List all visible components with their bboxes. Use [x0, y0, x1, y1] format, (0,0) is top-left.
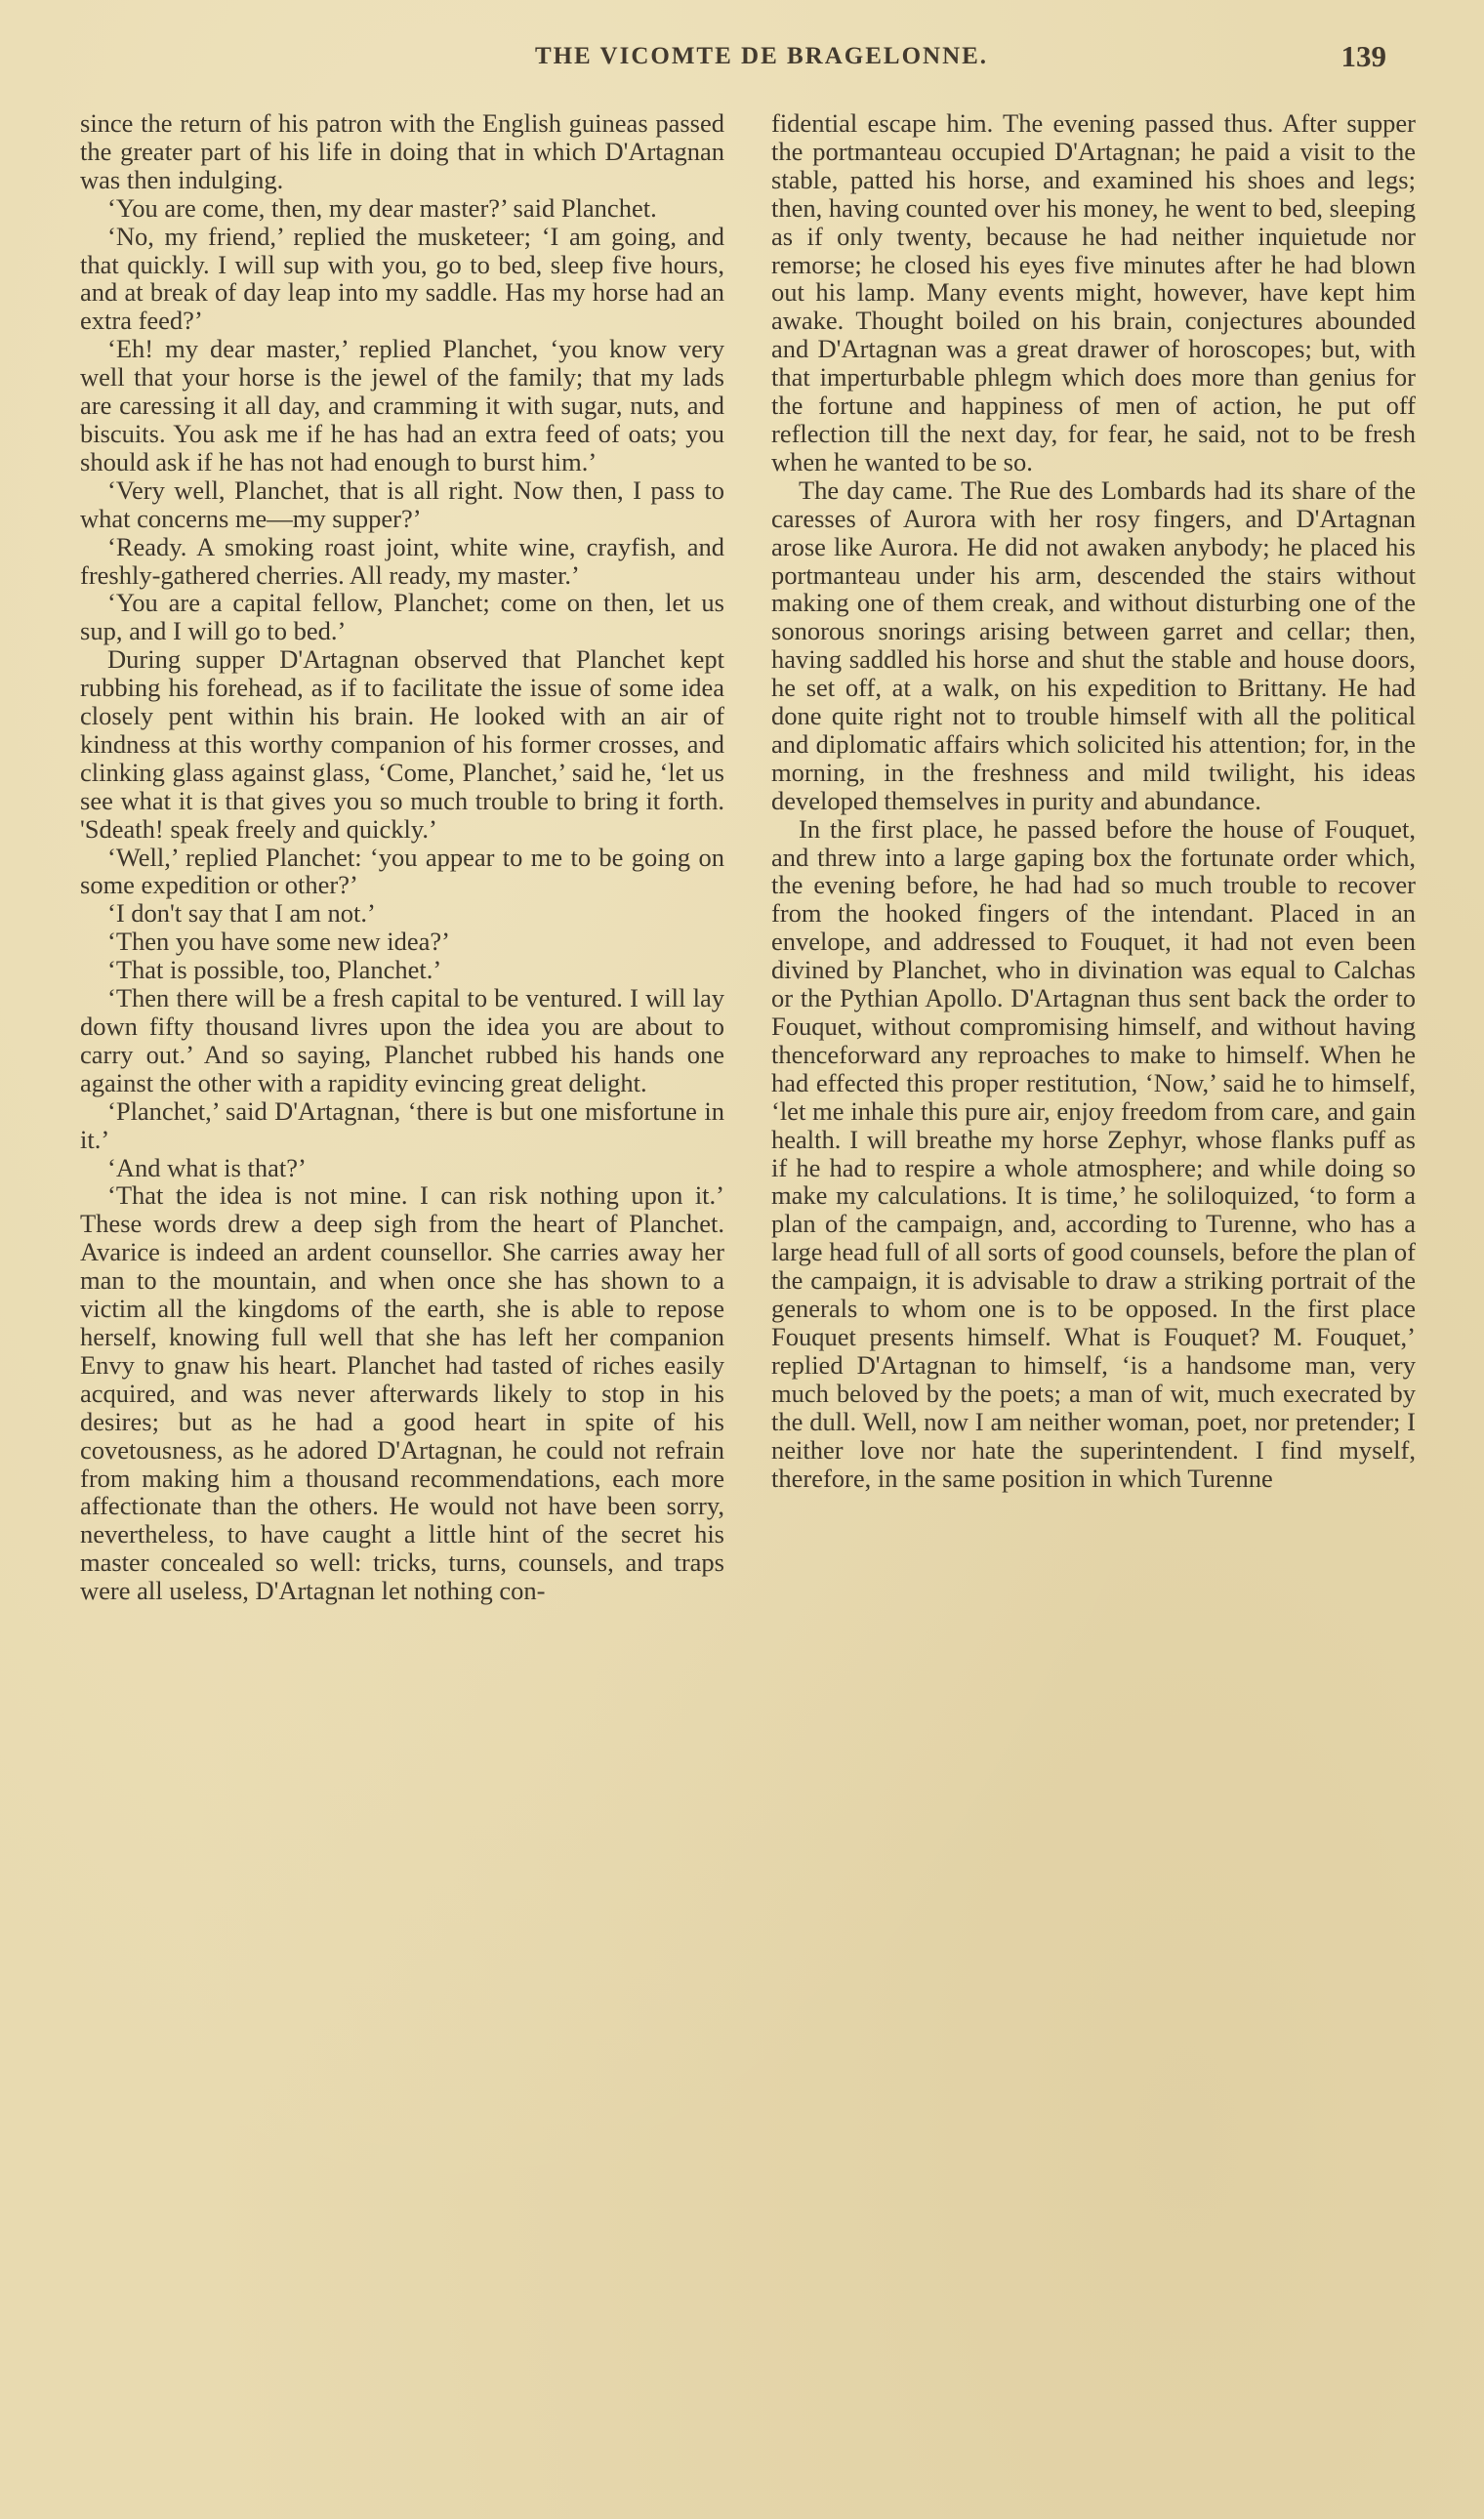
paragraph: ‘I don't say that I am not.’: [107, 898, 376, 929]
paragraph: ‘That is possible, too, Planchet.’: [107, 955, 442, 985]
paragraph: ‘Then there will be a fresh capital to be ventured. I will lay down fifty thousand livres upon the idea you are about to carry out.’ And so saying, Planchet rubbed his hands one against the other with a rapidity evincing great delight.: [80, 983, 724, 1097]
paragraph: ‘Eh! my dear master,’ replied Planchet, ‘you know very well that your horse is the jewel of the family; that my lads are caressing it all day, and cramming it with sugar, nuts, and biscuits. You ask me if he has had an extra feed of oats; you should ask if he has not had enough to burst him.’: [80, 334, 724, 476]
paragraph: ‘Well,’ replied Planchet: ‘you appear to me to be going on some expedition or other?’: [80, 842, 724, 900]
paragraph: ‘That the idea is not mine. I can risk nothing upon it.’ These words drew a deep sigh from the heart of Planchet. Avarice is indeed an ardent counsellor. She carries away her man to the mountain, and when once she has shown to a victim all the kingdoms of the earth, she is able to repose herself, knowing full well that she has left her companion Envy to gnaw his heart. Planchet had tasted of riches easily acquired, and was never afterwards likely to stop in his desires; but as he had a good heart in spite of his covetousness, as he adored D'Artagnan, he could not refrain from making him a thousand recommendations, each more affectionate than the others. He would not have been sorry, nevertheless, to have caught a little hint of the secret his master concealed so well: tricks, turns, counsels, and traps were all useless, D'Artagnan let nothing con-: [80, 1180, 724, 1606]
paragraph: ‘Planchet,’ said D'Artagnan, ‘there is but one misfortune in it.’: [80, 1095, 724, 1154]
paragraph: ‘And what is that?’: [107, 1152, 307, 1182]
paragraph: ‘No, my friend,’ replied the musketeer; ‘I am going, and that quickly. I will sup with you, go to bed, sleep five hours, and at break of day leap into my saddle. Has my horse had an extra feed?’: [80, 221, 724, 336]
paragraph: ‘You are a capital fellow, Planchet; come on then, let us sup, and I will go to bed.’: [80, 588, 724, 646]
paragraph: ‘You are come, then, my dear master?’ said Planchet.: [107, 192, 657, 223]
paragraph: ‘Then you have some new idea?’: [107, 927, 450, 957]
paragraph: During supper D'Artagnan observed that Planchet kept rubbing his forehead, as if to facilitate the issue of some idea closely pent within his brain. He looked with an air of kindness at this worthy companion of his former crosses, and clinking glass against glass, ‘Come, Planchet,’ said he, ‘let us see what it is that gives you so much trouble to bring it forth. 'Sdeath! speak freely and quickly.’: [80, 644, 724, 844]
paragraph: fidential escape him. The evening passed thus. After supper the portmanteau occupied D'Artagnan; he paid a visit to the stable, patted his horse, and examined his shoes and legs; then, having counted over his money, he went to bed, sleeping as if only twenty, because he had neither inquietude nor remorse; he closed his eyes five minutes after he had blown out his lamp. Many events might, however, have kept him awake. Thought boiled on his brain, conjectures abounded and D'Artagnan was a great drawer of horoscopes; but, with that imperturbable phlegm which does more than genius for the fortune and happiness of men of action, he put off reflection till the next day, for fear, he said, not to be fresh when he wanted to be so.: [771, 109, 1416, 476]
paragraph: ‘Ready. A smoking roast joint, white wine, crayfish, and freshly-gathered cherries. All ready, my master.’: [80, 531, 724, 590]
paragraph: ‘Very well, Planchet, that is all right. Now then, I pass to what concerns me—my supper?’: [80, 475, 724, 533]
paragraph: In the first place, he passed before the house of Fouquet, and threw into a large gaping box the fortunate order which, the evening before, he had had so much trouble to recover from the hooked fingers of the intendant. Placed in an envelope, and addressed to Fouquet, it had not even been divined by Planchet, who in divination was equal to Calchas or the Pythian Apollo. D'Artagnan thus sent back the order to Fouquet, without compromising himself, and without having thenceforward any reproaches to make to himself. When he had effected this proper restitution, ‘Now,’ said he to himself, ‘let me inhale this pure air, enjoy freedom from care, and gain health. I will breathe my horse Zephyr, whose flanks puff as if he had to respire a whole atmosphere; and while doing so make my calculations. It is time,’ he soliloquized, ‘to form a plan of the campaign, and, according to Turenne, who has a large head full of all sorts of good counsels, before the plan of the campaign, it is advisable to draw a striking portrait of the generals to whom one is to be opposed. In the first place Fouquet presents himself. What is Fouquet? M. Fouquet,’ replied D'Artagnan to himself, ‘is a handsome man, very much beloved by the poets; a man of wit, much execrated by the dull. Well, now I am neither woman, poet, nor pretender; I neither love nor hate the superintendent. I find myself, therefore, in the same position in which Turenne: [771, 813, 1416, 1493]
paragraph: The day came. The Rue des Lombards had its share of the caresses of Aurora with her rosy fingers, and D'Artagnan arose like Aurora. He did not awaken anybody; he placed his portmanteau under his arm, descended the stairs without making one of them creak, and without disturbing one of the sonorous snorings arising between garret and cellar; then, having saddled his horse and shut the stable and house doors, he set off, at a walk, on his expedition to Brittany. He had done quite right not to trouble himself with all the political and diplomatic affairs which solicited his attention; for, in the morning, in the freshness and mild twilight, his ideas developed themselves in purity and abundance.: [771, 475, 1416, 815]
left-text-column: [80, 109, 724, 2443]
running-header-title: THE VICOMTE DE BRAGELONNE.: [534, 43, 989, 69]
right-text-column: [771, 109, 1416, 2443]
paragraph: since the return of his patron with the English guineas passed the greater part of his life in doing that in which D'Artagnan was then indulging.: [80, 109, 724, 194]
page-number: 139: [1340, 39, 1386, 73]
